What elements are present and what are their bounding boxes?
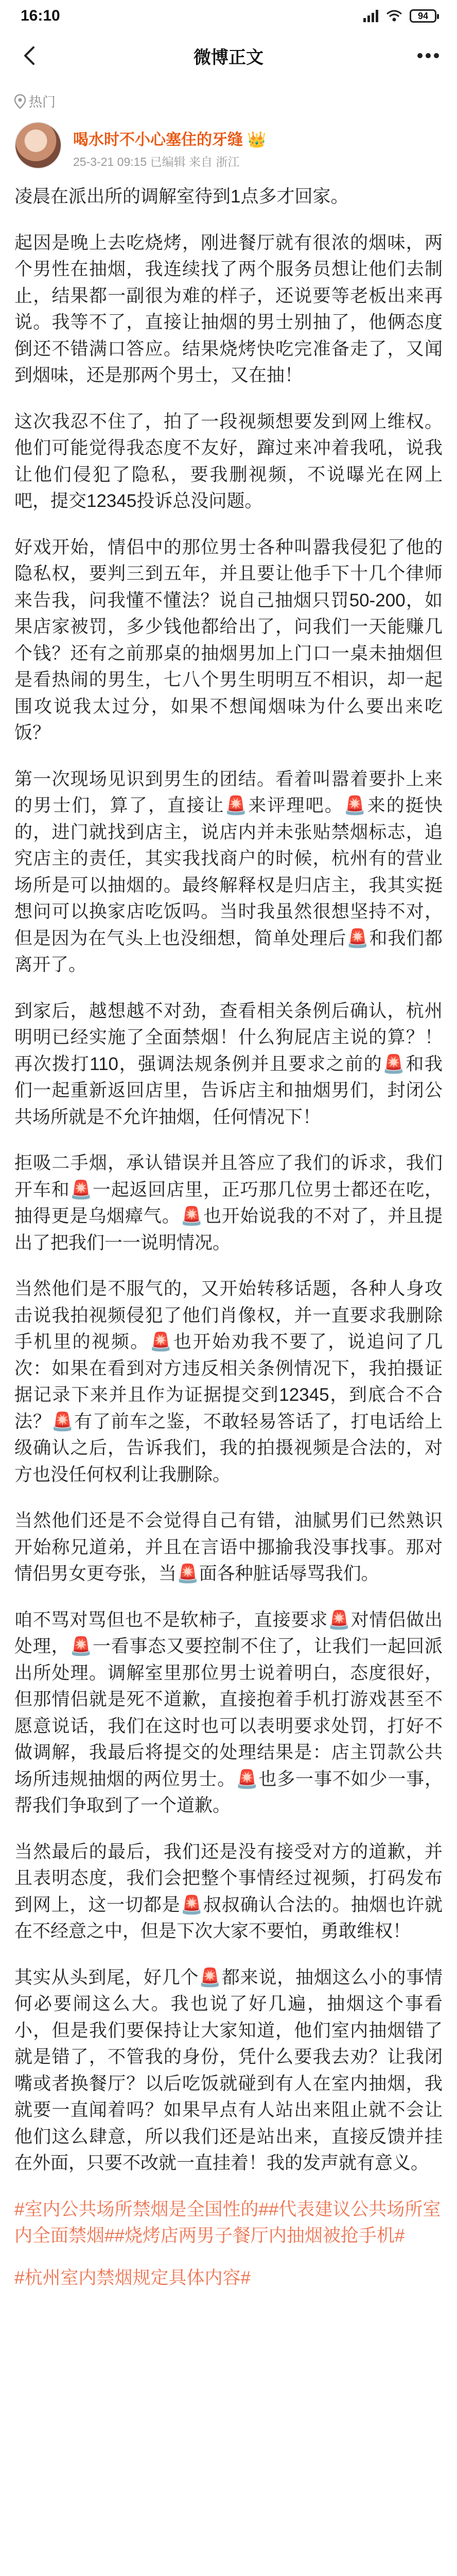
paragraph: 其实从头到尾，好几个🚨都来说，抽烟这么小的事情何必要闹这么大。我也说了好几遍，抽烟这个事看小，但是我们要保持让大家知道，他们室内抽烟错了就是错了，不管我的身份，凭什么要我去劝？让我闭嘴或者换餐厅？以后吃饭就碰到有人在室内抽烟，我就要一直闻着吗？如果早点有人站出来阻止就不会让他们这么肆意，所以我们还是站出来，直接反馈并挂在外面，只要不改就一直挂着！我的发声就有意义。 [14, 1967, 443, 2173]
badge-icon: 👑 [247, 131, 267, 148]
paragraph: 好戏开始，情侣中的那位男士各种叫嚣我侵犯了他的隐私权，要判三到五年，并且要让他手下十几个律师来告我，问我懂不懂法？说自己抽烟只罚50-200，如果店家被罚，多少钱他都给出了，问我们一天能赚几个钱？还有之前那桌的抽烟男加上门口一桌未抽烟但是看热闹的男生，七八个男生明明互不相识，却一起围攻说我太过分，如果不想闻烟味为什么要出来吃饭？ [14, 537, 443, 743]
status-time: 16:10 [21, 7, 60, 24]
battery-icon: 94 [410, 9, 436, 23]
paragraph: 当然他们是不服气的，又开始转移话题，各种人身攻击说我拍视频侵犯了他们肖像权，并一直要求我删除手机里的视频。🚨也开始劝我不要了，说追问了几次：如果在看到对方违反相关条例情况下，我拍摄证据记录下来并且作为证据提交到12345，到底合不合法？🚨有了前车之鉴，不敢轻易答话了，打电话给上级确认之后，告诉我们，我的拍摄视频是合法的，对方也没任何权利让我删除。 [14, 1279, 443, 1485]
author-name[interactable] [73, 127, 267, 149]
signal-icon [363, 10, 379, 22]
hashtag-list[interactable]: #室内公共场所禁烟是全国性的##代表建议公共场所室内全面禁烟##烧烤店两男子餐厅内抽烟被抢手机# [14, 2199, 441, 2246]
paragraph: 起因是晚上去吃烧烤，刚进餐厅就有很浓的烟味，两个男性在抽烟，我连续找了两个服务员想让他们去制止，结果都一副很为难的样子，还说要等老板出来再说。我等不了，直接让抽烟的男士别抽了，他俩态度倒还不错满口答应。结果烧烤快吃完准备走了，又闻到烟味，还是那两个男士，又在抽！ [14, 232, 443, 385]
author-name-text: 喝水时不小心塞住的牙缝 [73, 131, 243, 148]
paragraph: 拒吸二手烟，承认错误并且答应了我们的诉求，我们开车和🚨一起返回店里，正巧那几位男士都还在吃，抽得更是乌烟瘴气。🚨也开始说我的不对了，并且提出了把我们一一说明情况。 [14, 1153, 443, 1253]
status-icons [363, 9, 436, 23]
avatar[interactable] [14, 122, 62, 169]
paragraph: 第一次现场见识到男生的团结。看着叫嚣着要扑上来的男士们，算了，直接让🚨来评理吧。🚨来的挺快的，进门就找到店主，说店内并未张贴禁烟标志，追究店主的责任，其实我找商户的时候，杭州有的营业场所是可以抽烟的。最终解释权是归店主，我其实挺想问可以换家店吃饭吗。当时我虽然很想坚持不对，但是因为在气头上也没细想，简单处理后🚨和我们都离开了。 [14, 769, 443, 975]
paragraph: 咱不骂对骂但也不是软柿子，直接要求🚨对情侣做出处理，🚨一看事态又要控制不住了，让我们一起回派出所处理。调解室里那位男士说着明白，态度很好，但那情侣就是死不道歉，直接抱着手机打游戏甚至不愿意说话，我们在这时也可以表明要求处罚，打好不做调解，我最后将提交的处理结果是：店主罚款公共场所违规抽烟的两位男士。🚨也多一事不如少一事，帮我们争取到了一个道歉。 [14, 1609, 443, 1816]
paragraph: 凌晨在派出所的调解室待到1点多才回家。 [14, 187, 349, 207]
more-button[interactable] [415, 42, 442, 69]
wifi-icon [386, 10, 402, 22]
status-bar [0, 0, 457, 32]
more-dots-icon [417, 53, 440, 59]
location-pin-icon [14, 94, 26, 109]
page-title: 微博正文 [194, 47, 263, 67]
chevron-left-icon [21, 45, 37, 66]
back-button[interactable] [14, 41, 43, 70]
hot-tag[interactable] [14, 92, 56, 111]
paragraph: 当然他们还是不会觉得自己有错，油腻男们已然熟识开始称兄道弟，并且在言语中挪揄我没事找事。那对情侣男女更夸张，当🚨面各种脏话辱骂我们。 [14, 1511, 443, 1584]
post-meta: 25-3-21 09:15 已编辑 来自 浙江 [73, 155, 240, 168]
post-body [14, 183, 443, 2307]
paragraph: 这次我忍不住了，拍了一段视频想要发到网上维权。他们可能觉得我态度不友好，蹿过来冲着我吼，说我让他们侵犯了隐私，要我删视频，不说曝光在网上吧，提交12345投诉总没问题。 [14, 411, 443, 511]
hashtag-list[interactable]: #杭州室内禁烟规定具体内容# [14, 2267, 251, 2288]
paragraph: 当然最后的最后，我们还是没有接受对方的道歉，并且表明态度，我们会把整个事情经过视频，打码发布到网上，这一切都是🚨叔叔确认合法的。抽烟也许就在不经意之中，但是下次大家不要怕，勇敢维权！ [14, 1841, 443, 1941]
hot-tag-label: 热门 [29, 94, 56, 110]
paragraph: 到家后，越想越不对劲，查看相关条例后确认，杭州明明已经实施了全面禁烟！什么狗屁店主说的算？！再次拨打110，强调法规条例并且要求之前的🚨和我们一起重新返回店里，告诉店主和抽烟男们，封闭公共场所就是不允许抽烟，任何情况下！ [14, 1001, 443, 1127]
nav-bar [0, 32, 457, 79]
